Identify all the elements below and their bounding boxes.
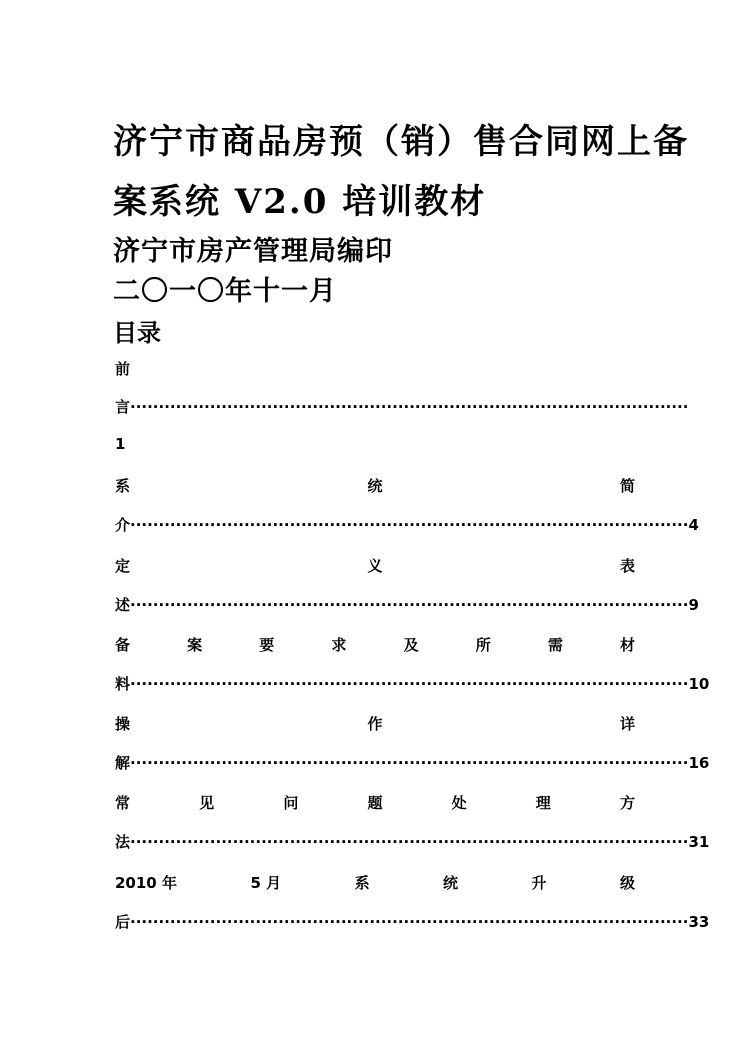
toc-preface-page: 1 <box>115 435 126 453</box>
toc-faq-tail: 法 <box>115 833 131 851</box>
toc-req-chars <box>115 634 635 655</box>
toc-char: 处 <box>451 794 467 812</box>
toc-upg-chars <box>115 872 635 893</box>
toc-entry-req[interactable] <box>115 673 710 694</box>
leader-dots: ·································································································· <box>130 913 689 931</box>
toc-entry-upgrade[interactable] <box>115 911 710 932</box>
toc-preface-tail: 言 <box>115 398 131 416</box>
toc-char: 定 <box>115 557 131 575</box>
toc-char: 常 <box>115 794 131 812</box>
toc-char: 所 <box>475 636 491 654</box>
toc-char: 见 <box>199 794 215 812</box>
toc-char: 统 <box>367 477 383 495</box>
toc-char: 简 <box>619 477 635 495</box>
toc-faq-page: 31 <box>688 833 710 851</box>
toc-char: 义 <box>367 557 383 575</box>
toc-char: 理 <box>535 794 551 812</box>
toc-char: 2010 年 <box>115 874 177 892</box>
toc-req-tail: 料 <box>115 675 131 693</box>
toc-char: 5 月 <box>250 874 282 892</box>
toc-entry-op[interactable] <box>115 752 710 773</box>
toc-def-page: 9 <box>688 596 699 614</box>
toc-upg-tail: 后 <box>115 913 131 931</box>
toc-entry-faq[interactable] <box>115 831 710 852</box>
toc-char: 及 <box>403 636 419 654</box>
toc-char: 方 <box>619 794 635 812</box>
leader-dots: ·································································································· <box>130 596 689 614</box>
toc-entry-intro[interactable] <box>115 514 699 535</box>
publish-date: 二〇一〇年十一月 <box>113 276 337 307</box>
toc-char: 操 <box>115 715 131 733</box>
toc-preface-char: 前 <box>115 360 131 378</box>
toc-upg-page: 33 <box>688 913 710 931</box>
toc-req-page: 10 <box>688 675 710 693</box>
toc-char: 作 <box>367 715 383 733</box>
toc-intro-tail: 介 <box>115 516 131 534</box>
toc-def-chars <box>115 555 635 576</box>
toc-char: 题 <box>367 794 383 812</box>
toc-intro-page: 4 <box>688 516 699 534</box>
toc-faq-chars <box>115 792 635 813</box>
toc-char: 详 <box>619 715 635 733</box>
toc-char: 备 <box>115 636 131 654</box>
toc-def-tail: 述 <box>115 596 131 614</box>
toc-char: 统 <box>443 874 459 892</box>
toc-char: 求 <box>331 636 347 654</box>
leader-dots: ·································································································· <box>130 516 689 534</box>
toc-heading: 目录 <box>113 318 161 347</box>
toc-char: 要 <box>259 636 275 654</box>
toc-char: 系 <box>115 477 131 495</box>
toc-char: 级 <box>619 874 635 892</box>
leader-dots: ·································································································· <box>130 833 689 851</box>
toc-intro-chars <box>115 475 635 496</box>
toc-char: 案 <box>187 636 203 654</box>
toc-char: 系 <box>354 874 370 892</box>
document-title-line-2: 案系统 V2.0 培训教材 <box>113 182 487 222</box>
toc-op-tail: 解 <box>115 754 131 772</box>
toc-op-page: 16 <box>688 754 710 772</box>
toc-char: 需 <box>547 636 563 654</box>
toc-entry-def[interactable] <box>115 594 699 615</box>
toc-char: 材 <box>619 636 635 654</box>
toc-op-chars <box>115 713 635 734</box>
toc-char: 升 <box>531 874 547 892</box>
toc-entry-preface[interactable] <box>115 396 689 417</box>
leader-dots: ·································································································· <box>130 754 689 772</box>
publisher: 济宁市房产管理局编印 <box>113 236 393 267</box>
toc-char: 表 <box>619 557 635 575</box>
leader-dots: ·································································································· <box>130 398 689 416</box>
document-title-line-1: 济宁市商品房预（销）售合同网上备 <box>113 122 689 162</box>
toc-char: 问 <box>283 794 299 812</box>
leader-dots: ·································································································· <box>130 675 689 693</box>
